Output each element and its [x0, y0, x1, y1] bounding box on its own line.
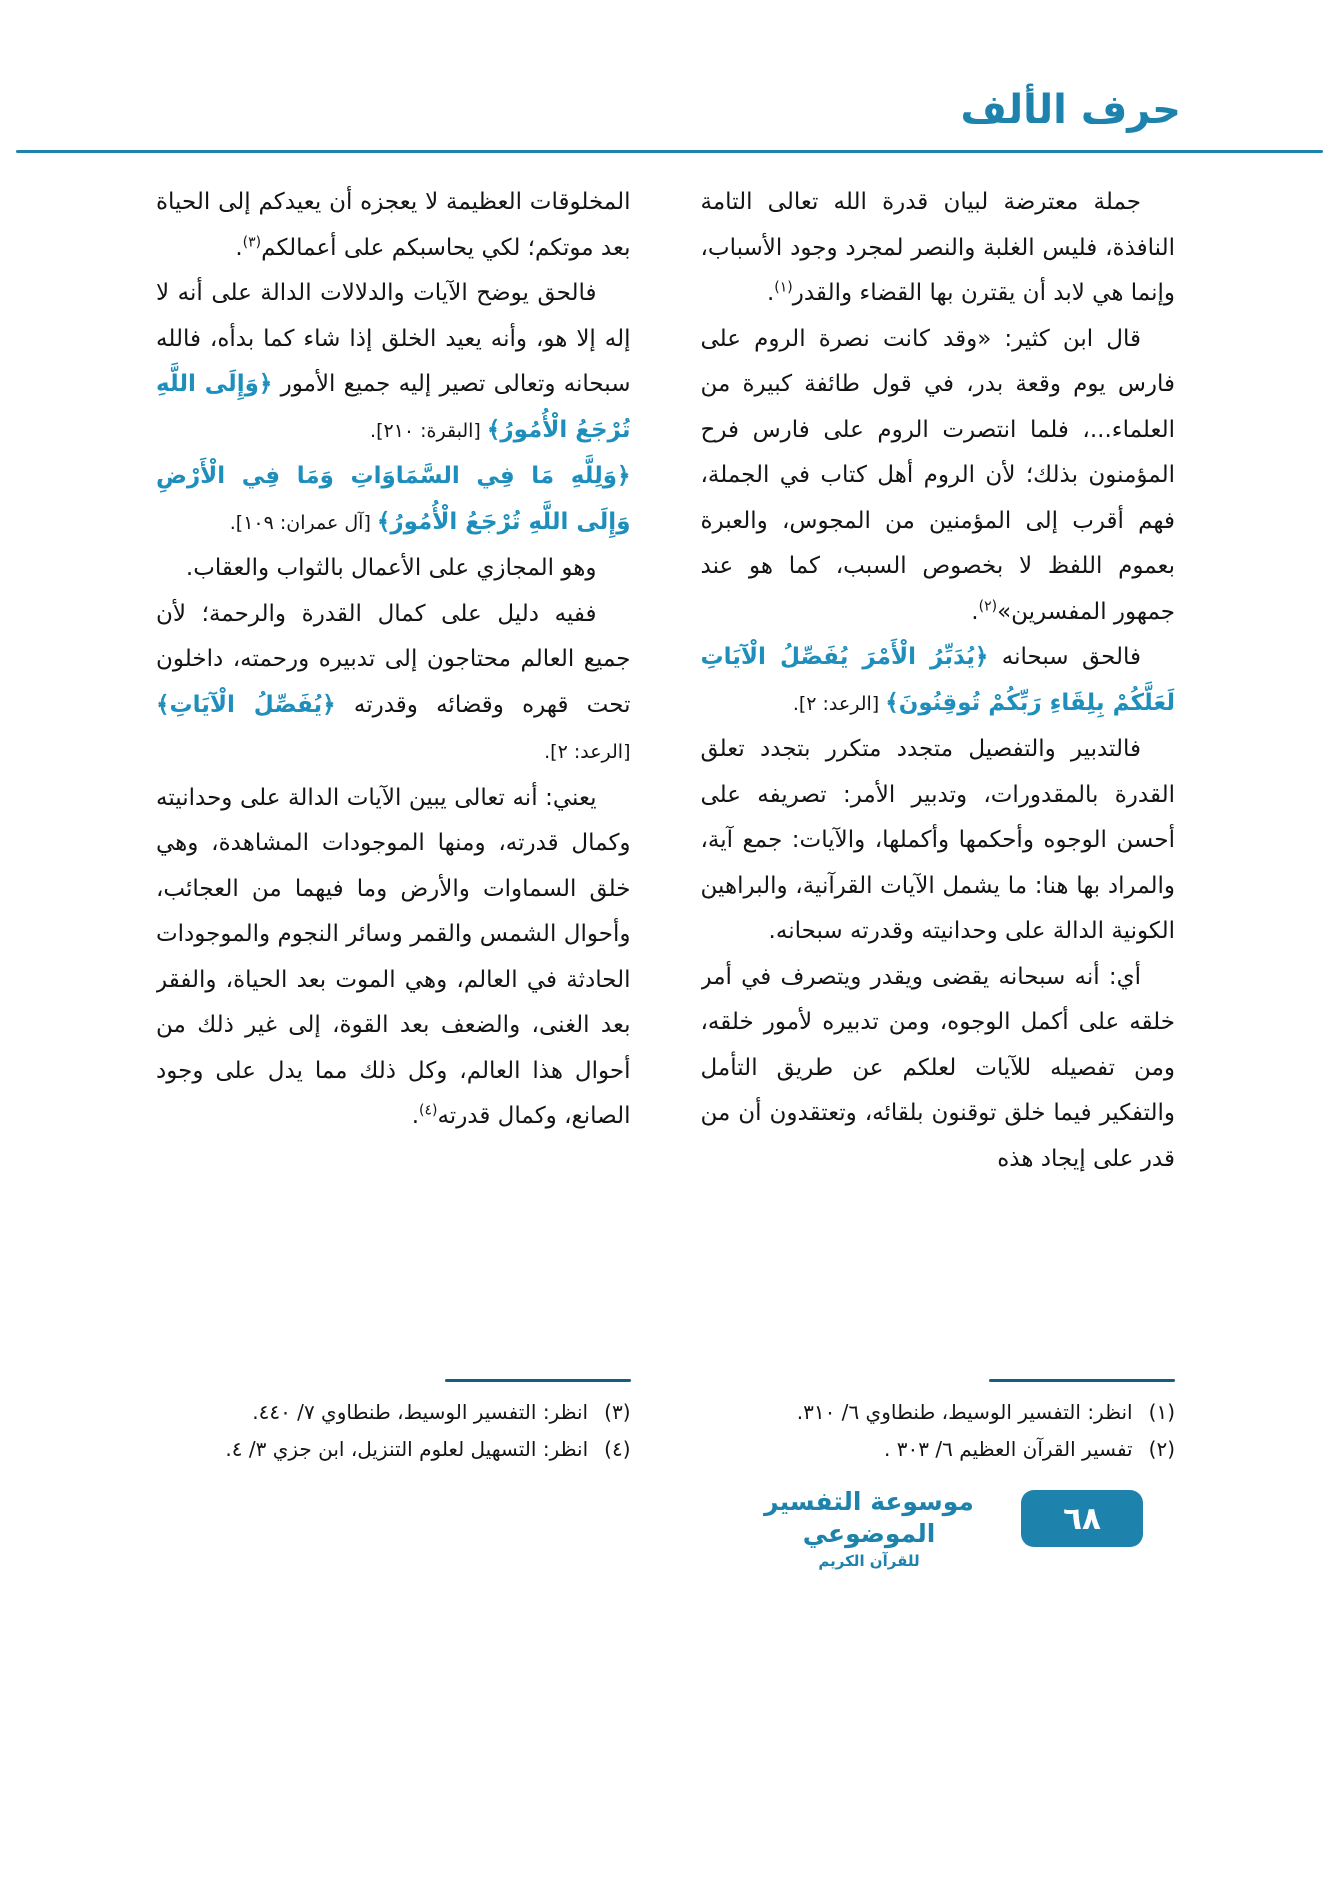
- page-number-badge: [1021, 1490, 1143, 1547]
- section-letter-title: حرف الألف: [960, 87, 1181, 133]
- body-text: .: [235, 234, 243, 261]
- paragraph: [701, 727, 1176, 955]
- body-text: وهو المجازي على الأعمال بالثواب والعقاب.: [185, 555, 597, 581]
- column-right: [701, 180, 1176, 1468]
- body-text: فالحق يوضح الآيات والدلالات الدالة على أنه لا إله إلا هو، وأنه يعيد الخلق إذا شاء كما بدأه، فالله سبحانه وتعالى تصير إليه جميع الأمور: [156, 280, 631, 397]
- body-text: .: [766, 280, 775, 306]
- footnote: [156, 1394, 631, 1431]
- footnote-text: انظر: التفسير الوسيط، طنطاوي ٦/ ٣١٠.: [796, 1400, 1133, 1424]
- paragraph: [156, 180, 631, 271]
- page-number: ٦٨: [1063, 1500, 1101, 1537]
- body-text: ففيه دليل على كمال القدرة والرحمة؛ لأن جميع العالم محتاجون إلى تدبيره ورحمته، داخلون تحت قهره وقضائه وقدرته: [156, 600, 631, 718]
- body-text: يعني: أنه تعالى يبين الآيات الدالة على وحدانيته وكمال قدرته، ومنها الموجودات المشاهدة، وهي خلق السماوات والأرض وما فيهما من العجائب، وأحوال الشمس والقمر وسائر النجوم والموجودات الحادثة في العالم، وهي الموت بعد الحياة، والفقر بعد الغنى، والضعف بعد القوة، إلى غير ذلك من أحوال هذا العالم، وكل ذلك مما يدل على وجود الصانع، وكمال قدرته: [156, 784, 631, 1129]
- footnote-marker: (٣): [242, 233, 262, 250]
- quran-verse: ﴿وَإِلَى اللَّهِ تُرْجَعُ الْأُمُورُ﴾: [156, 371, 631, 443]
- column-right-text: [701, 180, 1176, 1182]
- verse-reference: [الرعد: ٢].: [792, 692, 886, 715]
- body-text: .: [411, 1103, 419, 1129]
- publisher-logo: [749, 1486, 989, 1572]
- footnote: [701, 1394, 1176, 1431]
- footnote-marker: (٤): [419, 1102, 438, 1119]
- footnote-list-right: [701, 1394, 1176, 1468]
- header-divider: [16, 150, 1323, 153]
- footnote-separator: [989, 1379, 1175, 1382]
- body-text: فالحق سبحانه: [988, 644, 1141, 670]
- footnote-list-left: [156, 1394, 631, 1468]
- publisher-logo-subtitle: للقرآن الكريم: [818, 1552, 920, 1570]
- footnote-number: (٤): [604, 1437, 631, 1461]
- quran-verse: ﴿وَلِلَّهِ مَا فِي السَّمَاوَاتِ وَمَا فِي الْأَرْضِ وَإِلَى اللَّهِ تُرْجَعُ الْأُمُورُ﴾: [156, 463, 631, 535]
- footnotes-left: [156, 1373, 631, 1468]
- body-text: المخلوقات العظيمة لا يعجزه أن يعيدكم إلى الحياة بعد موتكم؛ لكي يحاسبكم على أعمالكم: [156, 189, 631, 261]
- body-text: أي: أنه سبحانه يقضى ويقدر ويتصرف في أمر خلقه على أكمل الوجوه، ومن تدبيره لأمور خلقه، ومن تفصيله للآيات لعلكم عن طريق التأمل والتفكير فيما خلق توقنون بلقائه، وتعتقدون أن من قدر على إيجاد هذه: [700, 963, 1175, 1172]
- paragraph: [156, 776, 631, 1140]
- footnote: [156, 1431, 631, 1468]
- paragraph: [701, 635, 1176, 727]
- column-left-text: [156, 180, 631, 1140]
- publisher-logo-title: موسوعة التفسير الموضوعي: [764, 1487, 974, 1548]
- footnote: [701, 1431, 1176, 1468]
- footnote-separator: [445, 1379, 631, 1382]
- body-text: قال ابن كثير: «وقد كانت نصرة الروم على فارس يوم وقعة بدر، في قول طائفة كبيرة من العلماء...، فلما انتصرت الروم على فارس فرح المؤمنون بذلك؛ لأن الروم أهل كتاب في الجملة، فهم أقرب إلى المؤمنين من المجوس، والعبرة بعموم اللفظ لا بخصوص السبب، كما هو عند جمهور المفسرين»: [700, 325, 1175, 625]
- paragraph: [701, 955, 1176, 1183]
- paragraph: [156, 271, 631, 454]
- footnote-marker: (٢): [978, 597, 998, 614]
- quran-verse: ﴿يُدَبِّرُ الْأَمْرَ يُفَصِّلُ الْآيَاتِ لَعَلَّكُمْ بِلِقَاءِ رَبِّكُمْ تُوقِنُونَ﴾: [700, 644, 1175, 716]
- verse-reference: [الرعد: ٢].: [544, 741, 631, 763]
- footnote-text: انظر: التفسير الوسيط، طنطاوي ٧/ ٤٤٠.: [252, 1400, 589, 1424]
- paragraph: [156, 454, 631, 546]
- verse-reference: [البقرة: ٢١٠].: [370, 419, 487, 442]
- column-left: [156, 180, 631, 1468]
- paragraph: [156, 546, 631, 592]
- footnote-number: (٣): [604, 1400, 631, 1424]
- page-footer: [0, 1478, 1339, 1588]
- quran-verse: ﴿يُفَصِّلُ الْآيَاتِ﴾: [156, 691, 336, 718]
- paragraph: [156, 592, 631, 776]
- body-text: .: [971, 598, 979, 625]
- footnote-text: انظر: التسهيل لعلوم التنزيل، ابن جزي ٣/ ٤.: [225, 1437, 589, 1461]
- verse-reference: [آل عمران: ١٠٩].: [229, 511, 377, 534]
- text-columns: [156, 180, 1175, 1468]
- footnotes-right: [701, 1373, 1176, 1468]
- body-text: فالتدبير والتفصيل متجدد متكرر بتجدد تعلق القدرة بالمقدورات، وتدبير الأمر: تصريفه على أحسن الوجوه وأحكمها وأكملها، والآيات: جمع آية، والمراد بها هنا: ما يشمل الآيات القرآنية، والبراهين الكونية الدالة على وحدانيته وقدرته سبحانه.: [700, 736, 1175, 944]
- footnote-marker: (١): [774, 279, 793, 296]
- footnote-number: (٢): [1148, 1437, 1175, 1461]
- paragraph: [701, 317, 1176, 636]
- footnote-text: تفسير القرآن العظيم ٦/ ٣٠٣ .: [884, 1437, 1133, 1461]
- body-text: جملة معترضة لبيان قدرة الله تعالى التامة النافذة، فليس الغلبة والنصر لمجرد وجود الأسباب، وإنما هي لابد أن يقترن بها القضاء والقدر: [700, 189, 1175, 306]
- footnote-number: (١): [1148, 1400, 1175, 1424]
- paragraph: [701, 180, 1176, 317]
